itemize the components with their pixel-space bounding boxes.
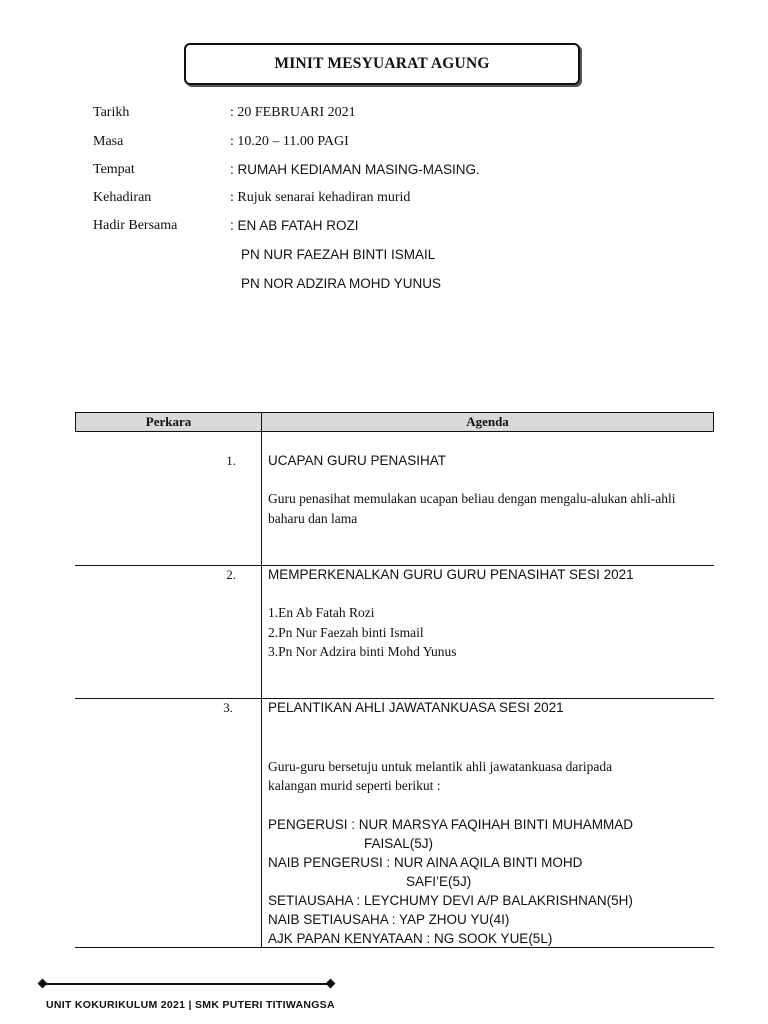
hadir-bersama-name: PN NUR FAEZAH BINTI ISMAIL	[241, 247, 436, 262]
column-divider	[261, 699, 262, 947]
column-divider	[261, 566, 262, 698]
hadir-bersama-name: PN NOR ADZIRA MOHD YUNUS	[241, 276, 442, 291]
agenda-number: 3.	[223, 700, 233, 715]
meta-value: : 20 FEBRUARI 2021	[230, 105, 356, 120]
footer-rule	[42, 983, 332, 985]
appointment-line: FAISAL(5J)	[364, 836, 434, 851]
agenda-heading: MEMPERKENALKAN GURU GURU PENASIHAT SESI 2021	[268, 567, 634, 582]
list-item: 1.En Ab Fatah Rozi	[268, 605, 375, 620]
appointment-line: NAIB PENGERUSI : NUR AINA AQILA BINTI MOHD	[268, 855, 583, 870]
header-perkara: Perkara	[76, 413, 262, 431]
appointment-line: AJK PAPAN KENYATAAN : NG SOOK YUE(5L)	[268, 931, 553, 946]
appointment-line: SAFI’E(5J)	[406, 874, 472, 889]
meta-value: : Rujuk senarai kehadiran murid	[230, 190, 411, 205]
agenda-heading: UCAPAN GURU PENASIHAT	[268, 453, 447, 468]
meta-label: Hadir Bersama	[93, 218, 178, 233]
meta-label: Masa	[93, 134, 124, 149]
appointment-line: NAIB SETIAUSAHA : YAP ZHOU YU(4I)	[268, 912, 510, 927]
agenda-number: 2.	[226, 567, 236, 582]
agenda-heading: PELANTIKAN AHLI JAWATANKUASA SESI 2021	[268, 700, 564, 715]
header-agenda: Agenda	[466, 414, 509, 429]
appointment-line: SETIAUSAHA : LEYCHUMY DEVI A/P BALAKRISHNAN(5H)	[268, 893, 633, 908]
footer-text: UNIT KOKURIKULUM 2021 | SMK PUTERI TITIWANGSA	[46, 999, 335, 1011]
column-divider	[261, 432, 262, 566]
agenda-text-line: Guru-guru bersetuju untuk melantik ahli jawatankuasa daripada	[268, 759, 613, 774]
meta-value: : EN AB FATAH ROZI	[230, 218, 359, 233]
meta-value: : RUMAH KEDIAMAN MASING-MASING.	[230, 162, 480, 177]
footer-diamond-icon	[326, 979, 336, 989]
list-item: 3.Pn Nor Adzira binti Mohd Yunus	[268, 644, 457, 659]
footer-diamond-icon	[38, 979, 48, 989]
table-header	[75, 412, 714, 432]
meta-label: Tempat	[93, 162, 135, 177]
meta-label: Kehadiran	[93, 190, 152, 205]
document-title: MINIT MESYUARAT AGUNG	[184, 43, 580, 85]
meta-label: Tarikh	[93, 105, 130, 120]
agenda-text-line: kalangan murid seperti berikut :	[268, 778, 441, 793]
list-item: 2.Pn Nur Faezah binti Ismail	[268, 625, 424, 640]
agenda-number: 1.	[226, 453, 236, 468]
agenda-text: Guru penasihat memulakan ucapan beliau dengan mengalu-alukan ahli-ahli baharu dan lama	[268, 491, 676, 526]
meta-value: : 10.20 – 11.00 PAGI	[230, 134, 349, 149]
appointment-line: PENGERUSI : NUR MARSYA FAQIHAH BINTI MUHAMMAD	[268, 817, 634, 832]
